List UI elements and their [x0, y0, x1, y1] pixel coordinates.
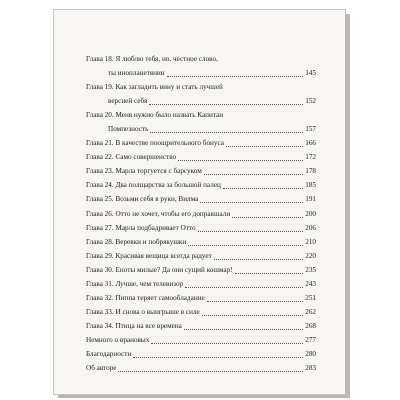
toc-entry-title: Глава 19. Как загладить вину и стать лучшей [86, 83, 223, 92]
toc-entry-title: Глава 29. Красивая вещица всегда радует [86, 251, 212, 260]
toc-entry [86, 164, 316, 178]
toc-entry [86, 122, 316, 136]
toc-dot-leader [235, 273, 303, 274]
toc-dot-leader [204, 174, 303, 175]
toc-entry [86, 150, 316, 164]
toc-entry [86, 221, 316, 235]
toc-dot-leader [133, 357, 303, 358]
toc-entry-page-number: 268 [305, 321, 316, 330]
toc-entry-title: Глава 32. Пиппа теряет самообладание [86, 293, 205, 302]
toc-entry-page-number: 283 [305, 364, 316, 373]
toc-entry-title: Глава 27. Марла подбадривает Отто [86, 223, 196, 232]
toc-entry-page-number: 191 [305, 195, 316, 204]
toc-dot-leader [207, 301, 303, 302]
toc-entry-title: Глава 24. Два полщарства за большой палец [86, 181, 221, 190]
toc-dot-leader [232, 217, 303, 218]
toc-entry-title: Глава 34. Птица на все времена [86, 321, 182, 330]
toc-dot-leader [198, 231, 303, 232]
toc-entry [86, 80, 316, 94]
toc-entry [86, 305, 316, 319]
toc-entry [86, 347, 316, 361]
toc-dot-leader [149, 104, 303, 105]
toc-entry-title: Глава 30. Еноты милые? Да они сущий кошмар! [86, 265, 233, 274]
toc-entry-title: Глава 20. Меня нужно было назвать Капитан [86, 111, 224, 120]
toc-entry-page-number: 145 [305, 69, 316, 78]
toc-dot-leader [150, 132, 303, 133]
toc-entry [86, 192, 316, 206]
toc-entry-page-number: 251 [305, 293, 316, 302]
table-of-contents [86, 52, 316, 375]
toc-entry [86, 291, 316, 305]
toc-entry-page-number: 235 [305, 265, 316, 274]
toc-dot-leader [178, 160, 303, 161]
toc-entry [86, 235, 316, 249]
toc-entry [86, 319, 316, 333]
toc-entry [86, 178, 316, 192]
toc-entry [86, 52, 316, 66]
toc-entry [86, 249, 316, 263]
toc-entry-page-number: 152 [305, 97, 316, 106]
toc-dot-leader [226, 146, 303, 147]
toc-entry-title: Глава 21. В качестве поощрительного бонуса [86, 139, 224, 148]
toc-entry-title: Глава 26. Отто не хочет, чтобы его доправшали [86, 209, 231, 218]
toc-entry [86, 136, 316, 150]
toc-dot-leader [151, 343, 303, 344]
toc-dot-leader [167, 76, 303, 77]
toc-entry [86, 333, 316, 347]
toc-entry-title: Помпезность [108, 125, 149, 134]
toc-entry-title: Глава 18. Я люблю тебя, но, честное слово, [86, 55, 218, 63]
toc-entry-title: Благодарности [86, 349, 132, 358]
page-edge-shadow [345, 14, 350, 398]
toc-dot-leader [118, 371, 303, 372]
toc-entry [86, 108, 316, 122]
toc-entry-title: Глава 31. Лучше, чем телевизор [86, 279, 184, 288]
toc-entry-page-number: 157 [305, 125, 316, 134]
toc-dot-leader [202, 315, 303, 316]
toc-entry-page-number: 262 [305, 307, 316, 316]
toc-entry-page-number: 178 [305, 167, 316, 176]
toc-dot-leader [214, 259, 303, 260]
toc-entry [86, 263, 316, 277]
toc-entry-page-number: 220 [305, 251, 316, 260]
toc-entry-title: Глава 33. И снова о выигрыше в силе [86, 307, 200, 316]
toc-entry [86, 361, 316, 375]
toc-entry-title: Глава 23. Марла торгуется с барсуком [86, 167, 202, 176]
toc-entry-page-number: 166 [305, 139, 316, 148]
toc-dot-leader [185, 287, 303, 288]
toc-entry-page-number: 280 [305, 349, 316, 358]
toc-dot-leader [223, 188, 303, 189]
toc-entry-title: версией себя [108, 97, 148, 106]
toc-entry-page-number: 277 [305, 335, 316, 344]
toc-entry-page-number: 185 [305, 181, 316, 190]
toc-entry-title: Немного о врановых [86, 335, 150, 344]
toc-dot-leader [200, 202, 303, 203]
toc-entry-title: Глава 25. Возьми себя в руки, Вилма [86, 195, 199, 204]
toc-entry [86, 66, 316, 80]
toc-entry-page-number: 172 [305, 153, 316, 162]
toc-dot-leader [184, 329, 303, 330]
toc-entry-page-number: 243 [305, 279, 316, 288]
toc-entry-page-number: 200 [305, 209, 316, 218]
toc-entry-title: Глава 28. Веревки и побрякушки [86, 237, 187, 246]
toc-entry [86, 94, 316, 108]
book-page [54, 10, 345, 394]
toc-entry-title: Глава 22. Само совершенство [86, 153, 177, 162]
toc-entry-title: Об авторе [86, 364, 117, 373]
toc-entry [86, 277, 316, 291]
toc-dot-leader [188, 245, 303, 246]
toc-entry-title: ты инопланетянин [108, 69, 165, 78]
toc-entry [86, 207, 316, 221]
toc-entry-page-number: 206 [305, 223, 316, 232]
toc-entry-page-number: 210 [305, 237, 316, 246]
